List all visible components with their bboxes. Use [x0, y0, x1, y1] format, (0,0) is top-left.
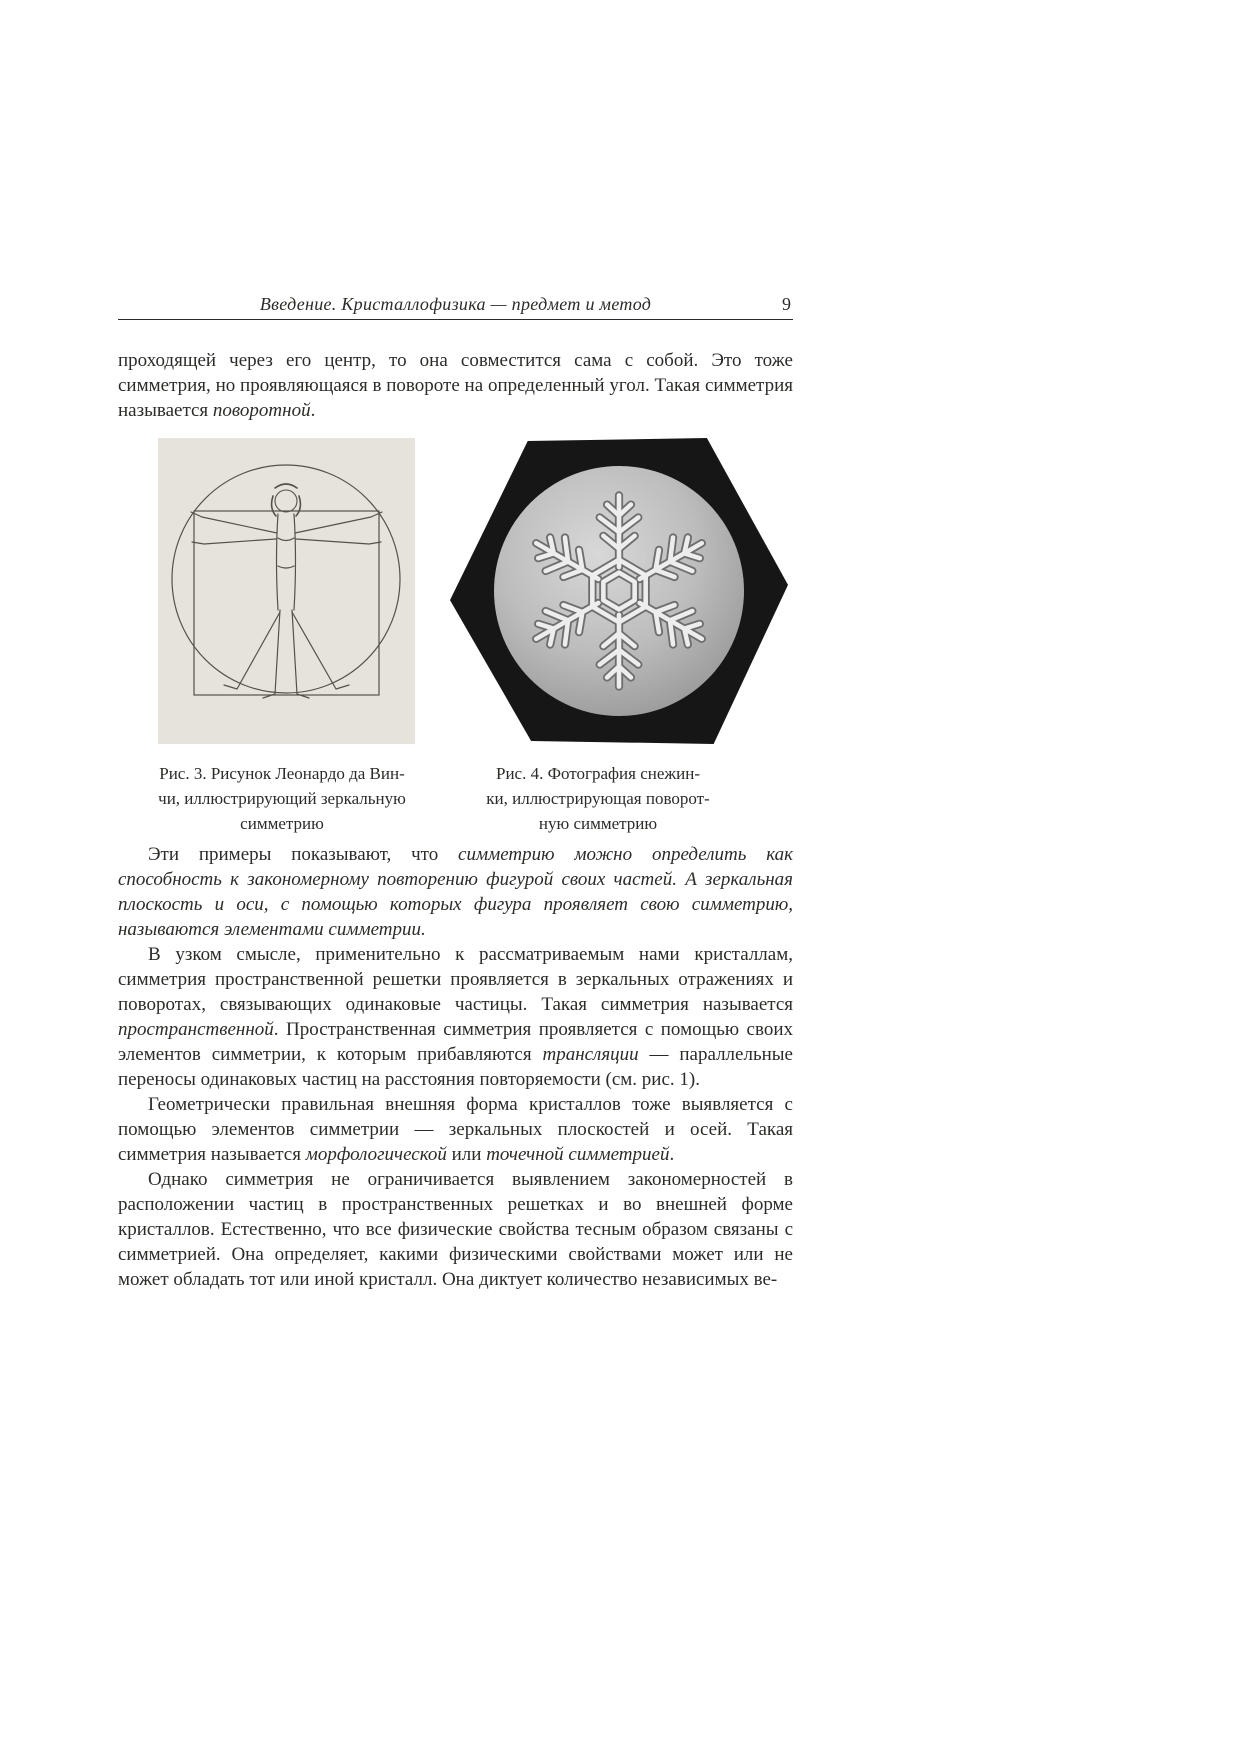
- vitruvian-man-figure: [158, 438, 415, 744]
- snowflake-disc: [494, 466, 744, 716]
- paragraph-symmetry-definition: Эти примеры показывают, что симметрию можно определить как способность к закономерному повторению фигурой своих частей. А зеркальная плоскость и оси, с помощью которых фигура проявляет свою симметрию, называются элементами симметрии.: [118, 844, 793, 940]
- captions-row: [118, 761, 793, 836]
- paragraph-spatial-symmetry: В узком смысле, применительно к рассматриваемым нами кристаллам, симметрия пространственной решетки проявляется в зеркальных отражениях и поворотах, связывающих одинаковые частицы. Такая симметрия называется пространственной. Пространственная симметрия проявляется с помощью своих элементов симметрии, к которым прибавляются трансляции — параллельные переносы одинаковых частиц на расстояния повторяемости (см. рис. 1).: [118, 944, 793, 1090]
- body-text: [118, 348, 793, 1292]
- vitruvian-man-image: [158, 438, 415, 744]
- hexagon-background: [450, 438, 788, 744]
- snowflake-figure: [450, 438, 788, 744]
- running-header: [118, 293, 793, 315]
- page-number: 9: [782, 294, 791, 314]
- figure4-caption: Рис. 4. Фотография снежин- ки, иллюстрирующая поворот- ную симметрию: [486, 764, 710, 833]
- text-column: [118, 293, 793, 1292]
- figure3-caption: Рис. 3. Рисунок Леонардо да Вин- чи, иллюстрирующий зеркальную симметрию: [158, 764, 406, 833]
- paragraph-physical-properties: Однако симметрия не ограничивается выявлением закономерностей в расположении частиц в пространственных решетках и во внешней форме кристаллов. Естественно, что все физические свойства тесным образом связаны с симметрией. Она определяет, какими физическими свойствами может или не может обладать тот или иной кристалл. Она диктует количество независимых ве-: [118, 1169, 793, 1290]
- figures-row: [118, 438, 793, 744]
- running-title: Введение. Кристаллофизика — предмет и метод: [259, 294, 652, 314]
- paragraph-morphological-symmetry: Геометрически правильная внешняя форма кристаллов тоже выявляется с помощью элементов симметрии — зеркальных плоскостей и осей. Такая симметрия называется морфологической или точечной симметрией.: [118, 1094, 793, 1165]
- paragraph-rotational-symmetry: проходящей через его центр, то она совместится сама с собой. Это тоже симметрия, но проявляющаяся в повороте на определенный угол. Такая симметрия называется поворотной.: [118, 350, 793, 421]
- snowflake-image: [505, 477, 733, 705]
- header-rule: [118, 319, 793, 320]
